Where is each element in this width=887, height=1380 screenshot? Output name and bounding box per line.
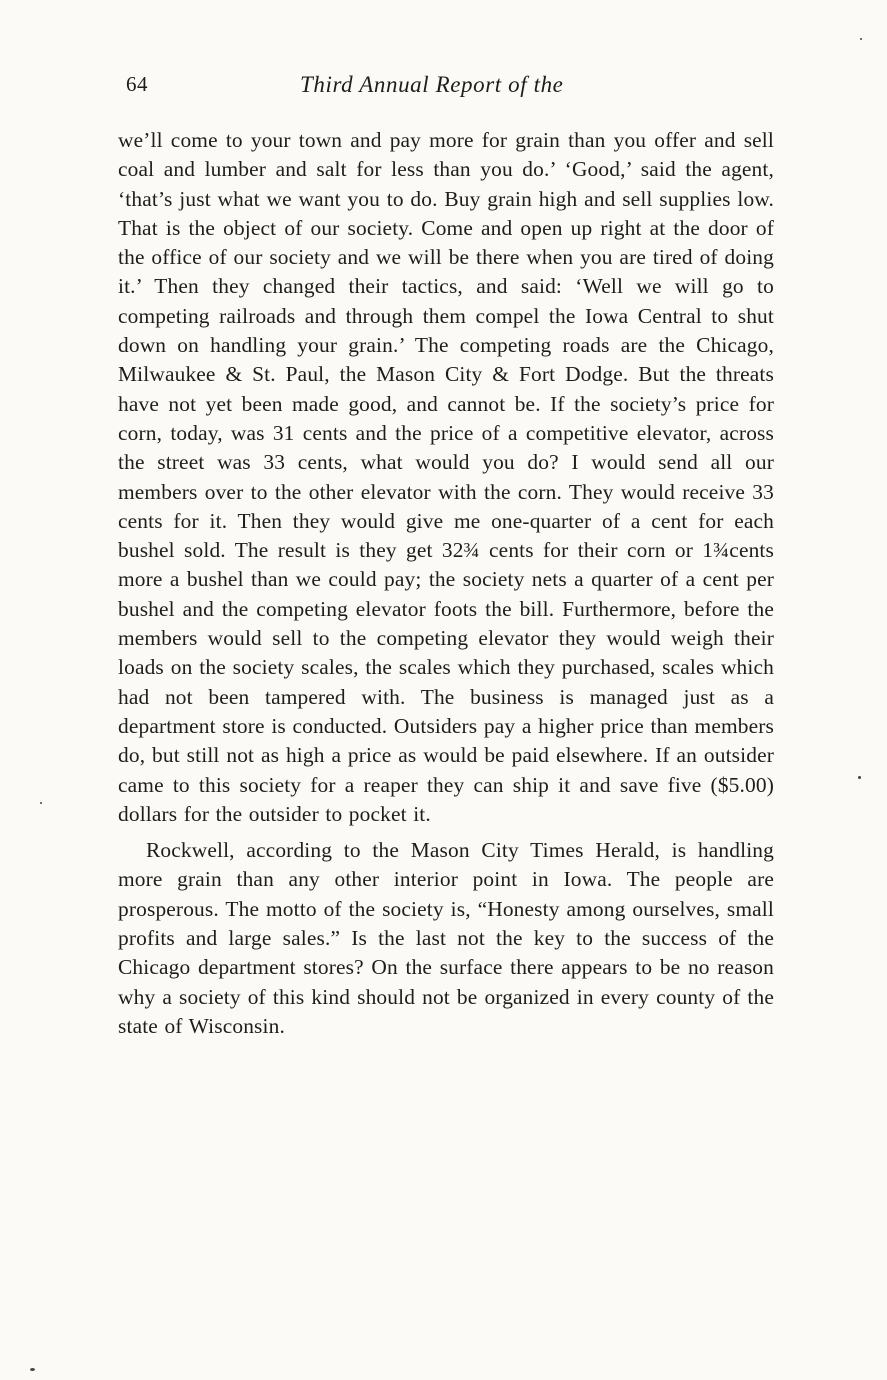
page-number: 64 <box>126 72 148 96</box>
scan-speck <box>858 776 861 779</box>
running-head <box>118 72 774 112</box>
body-text <box>118 126 774 1041</box>
paragraph-2: Rockwell, according to the Mason City Times Herald, is handling more grain than any other interior point in Iowa. The people are prosperous. The motto of the society is, “Honesty among ourselves, small profits and large sales.” Is the last not the key to the success of the Chicago department stores? On the surface there appears to be no reason why a society of this kind should not be organized in every county of the state of Wisconsin. <box>118 838 774 1038</box>
scan-speck <box>30 1368 35 1371</box>
scan-speck <box>40 802 42 804</box>
book-page <box>118 72 774 1041</box>
paragraph-1: we’ll come to your town and pay more for grain than you offer and sell coal and lumber and salt for less than you do.’ ‘Good,’ said the agent, ‘that’s just what we want you to do. Buy grain high and sell supplies low. That is the object of our society. Come and open up right at the door of the office of our society and we will be there when you are tired of doing it.’ Then they changed their tactics, and said: ‘Well we will go to competing railroads and through them compel the Iowa Central to shut down on handling your grain.’ The competing roads are the Chicago, Milwaukee & St. Paul, the Mason City & Fort Dodge. But the threats have not yet been made good, and cannot be. If the society’s price for corn, today, was 31 cents and the price of a competitive elevator, across the street was 33 cents, what would you do? I would send all our members over to the other elevator with the corn. They would receive 33 cents for it. Then they would give me one-quarter of a cent for each bushel sold. The result is they get 32¾ cents for their corn or 1¾cents more a bushel than we could pay; the society nets a quarter of a cent per bushel and the competing elevator foots the bill. Furthermore, before the members would sell to the competing elevator they would weigh their loads on the society scales, the scales which they purchased, scales which had not been tampered with. The business is managed just as a department store is conducted. Outsiders pay a higher price than members do, but still not as high a price as would be paid elsewhere. If an outsider came to this society for a reaper they can ship it and save five ($5.00) dollars for the outsider to pocket it. <box>118 128 774 826</box>
running-title: Third Annual Report of the <box>300 72 564 97</box>
scan-speck <box>860 38 862 40</box>
